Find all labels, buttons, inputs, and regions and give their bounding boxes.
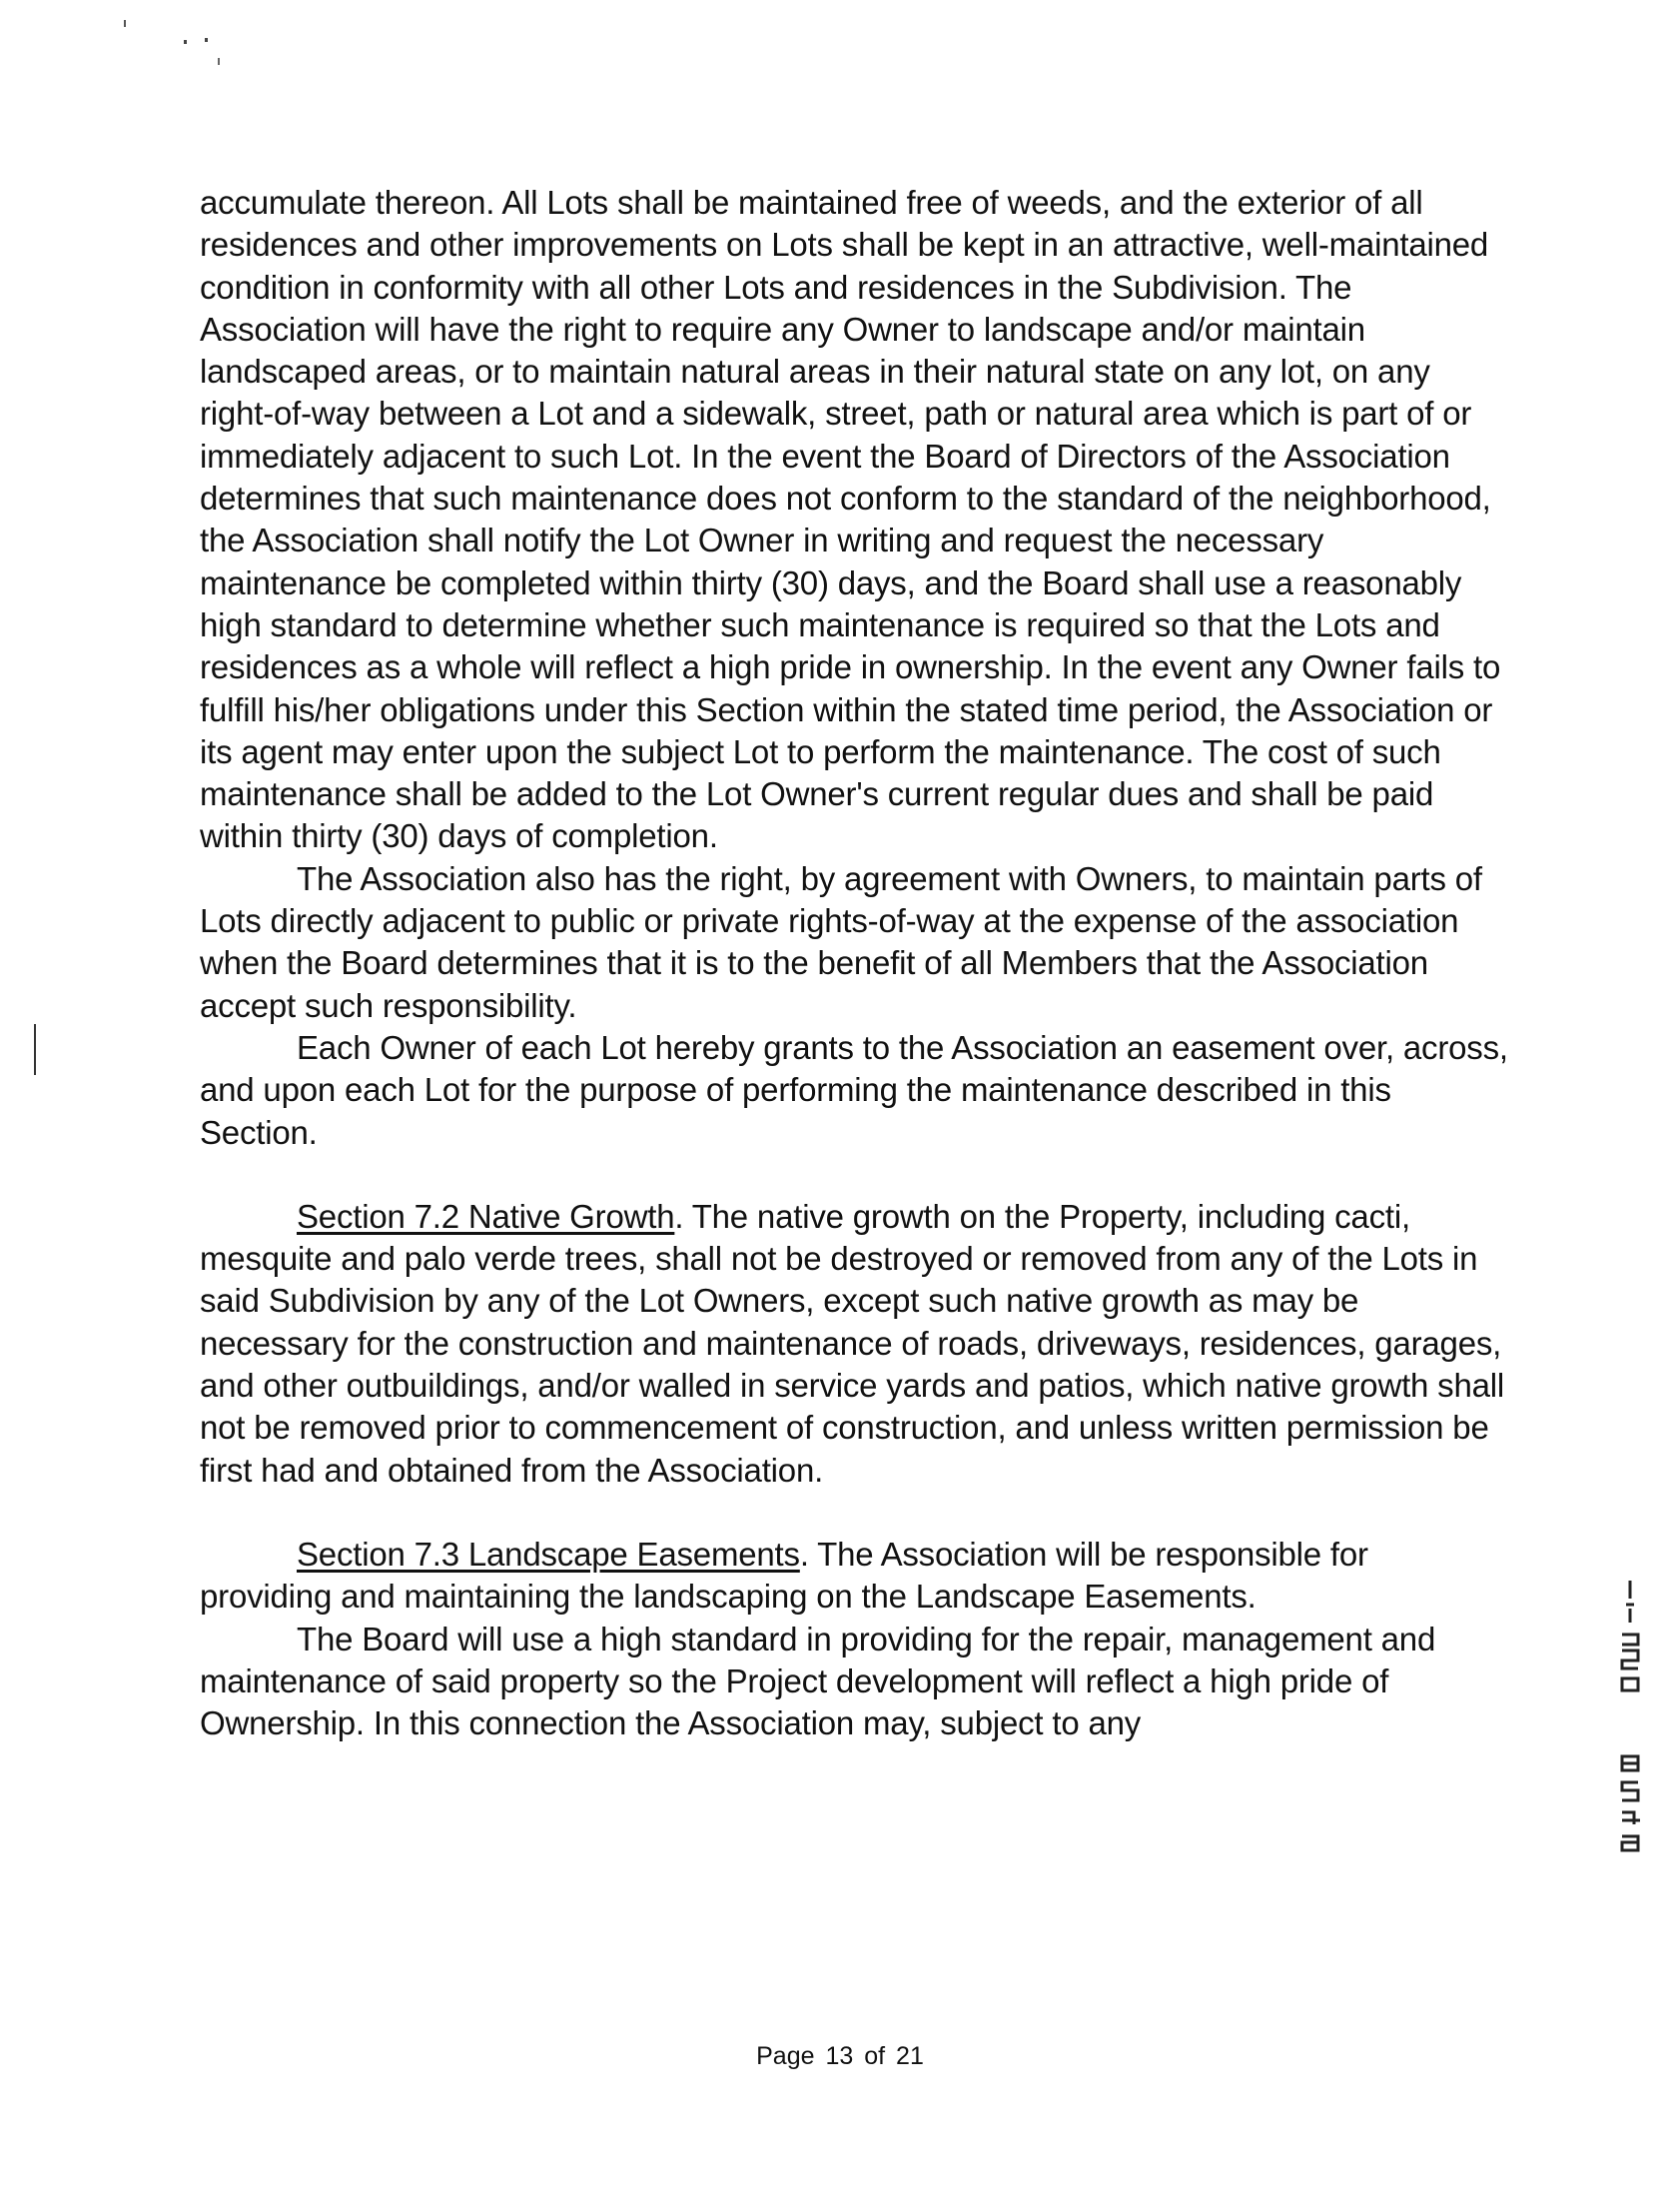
margin-bar — [34, 1024, 36, 1075]
footer-page-total: 21 — [896, 2042, 924, 2070]
scan-speck — [184, 40, 187, 44]
recording-number-stamp — [1610, 1579, 1650, 1878]
scan-speck — [218, 58, 220, 65]
paragraph-adjacent-rights-of-way — [200, 858, 1508, 1027]
paragraph-text: accumulate thereon. All Lots shall be maintained free of weeds, and the exterior of all residences and other improvements on Lots shall be kept in an attractive, well-maintained condition in conformity with all other Lots and residences in the Subdivision. The Association will have the right to require any Owner to landscape and/or maintain landscaped areas, or to maintain natural areas in their natural state on any lot, on any right-of-way between a Lot and a sidewalk, street, path or natural area which is part of or immediately adjacent to such Lot. In the event the Board of Directors of the Association determines that such maintenance does not conform to the standard of the neighborhood, the Association shall notify the Lot Owner in writing and request the necessary maintenance be completed within thirty (30) days, and the Board shall use a reasonably high standard to determine whether such maintenance is required so that the Lots and residences as a whole will reflect a high pride in ownership. In the event any Owner fails to fulfill his/her obligations under this Section within the stated time period, the Association or its agent may enter upon the subject Lot to perform the maintenance. The cost of such maintenance shall be added to the Lot Owner's current regular dues and shall be paid within thirty (30) days of completion. — [200, 184, 1501, 855]
paragraph-easement-grant — [200, 1027, 1508, 1154]
scan-speck — [205, 38, 208, 42]
paragraph-text: The Association also has the right, by agreement with Owners, to maintain parts of Lots directly adjacent to public or private rights-of-way at the expense of the association when the Board determines that it is to the benefit of all Members that the Association accept such responsibility. — [200, 859, 1482, 1024]
paragraph-text: Each Owner of each Lot hereby grants to the Association an easement over, across, and upon each Lot for the purpose of performing the maintenance described in this Section. — [200, 1028, 1508, 1151]
body-text — [200, 182, 1508, 1744]
scan-speck — [124, 20, 126, 27]
paragraph-text: The Board will use a high standard in providing for the repair, management and maintenance of said property so the Project development will reflect a high pride of Ownership. In this connection the Association may, subject to any — [200, 1620, 1436, 1742]
section-heading-landscape-easements: Section 7.3 Landscape Easements — [297, 1535, 800, 1573]
paragraph-text: . The Association will be responsible for providing and maintaining the landscaping on the Landscape Easements. — [200, 1535, 1368, 1616]
section-heading-native-growth: Section 7.2 Native Growth — [297, 1197, 675, 1235]
section-7-2-paragraph — [200, 1196, 1508, 1492]
paragraph-board-standard — [200, 1619, 1508, 1745]
footer-page-number: 13 — [825, 2042, 854, 2070]
page-footer — [0, 2041, 1680, 2071]
footer-of-word: of — [864, 2042, 886, 2070]
footer-page-word: Page — [756, 2042, 815, 2070]
paragraph-text: . The native growth on the Property, including cacti, mesquite and palo verde trees, shall not be destroyed or removed from any of the Lots in said Subdivision by any of the Lot Owners, except such native growth as may be necessary for the construction and maintenance of roads, driveways, residences, garages, and other outbuildings, and/or walled in service yards and patios, which native growth shall not be removed prior to commencement of construction, and unless written permission be first had and obtained from the Association. — [200, 1197, 1505, 1489]
section-7-3-paragraph — [200, 1534, 1508, 1619]
paragraph-maintenance — [200, 182, 1508, 858]
